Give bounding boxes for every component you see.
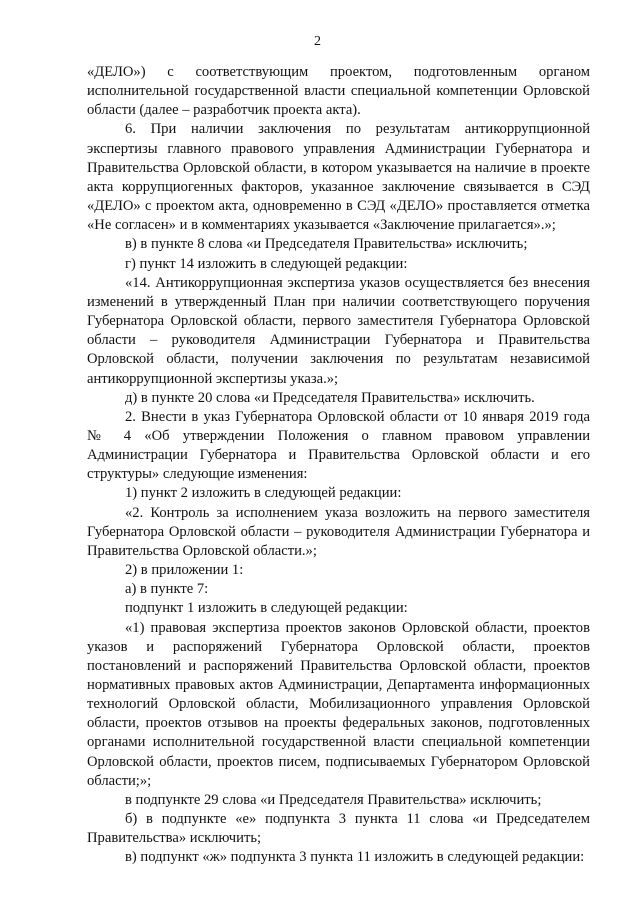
paragraph: 1) пункт 2 изложить в следующей редакции: — [125, 485, 402, 502]
paragraph: в) в пункте 8 слова «и Председателя Правительства» исключить; — [125, 236, 528, 253]
paragraph: 2) в приложении 1: — [125, 562, 244, 579]
paragraph: подпункт 1 изложить в следующей редакции: — [125, 600, 408, 617]
paragraph: «1) правовая экспертиза проектов законов Орловской области, проектов указов и распоряжений Губернатора Орловской области, проектов постановлений и распоряжений Правительства Орловской области, проектов нормативных правовых актов Администрации, Департамента информационных технологий Орловской области, Мобилизационного управления Орловской области, проектов отзывов на проекты федеральных законов, подготовленных органами исполнительной государственной власти специальной компетенции Орловской области, проектов писем, подписываемых Губернатором Орловской области;»; — [87, 619, 590, 789]
paragraph: б) в подпункте «е» подпункта 3 пункта 11 слова «и Председателем Правительства» исключить; — [87, 811, 590, 847]
page-number: 2 — [314, 34, 321, 49]
paragraph: д) в пункте 20 слова «и Председателя Правительства» исключить. — [125, 389, 535, 406]
paragraph: г) пункт 14 изложить в следующей редакции: — [125, 255, 408, 272]
paragraph: «2. Контроль за исполнением указа возложить на первого заместителя Губернатора Орловской области – руководителя Администрации Губернатора и Правительства Орловской области.»; — [87, 504, 590, 559]
paragraph: а) в пункте 7: — [125, 581, 209, 598]
paragraph: в подпункте 29 слова «и Председателя Правительства» исключить; — [125, 791, 542, 808]
paragraph: «14. Антикоррупционная экспертиза указов осуществляется без внесения изменений в утвержденный План при наличии соответствующего поручения Губернатора Орловской области, первого заместителя Губернатора Орловской области – руководителя Администрации Губернатора и Правительства Орловской области, получении заключения по результатам независимой антикоррупционной экспертизы указа.»; — [87, 274, 590, 387]
paragraph: 6. При наличии заключения по результатам антикоррупционной экспертизы главного правового управления Администрации Губернатора и Правительства Орловской области, в котором указывается на наличие в проекте акта коррупциогенных факторов, указанное заключение связывается в СЭД «ДЕЛО» с проектом акта, одновременно в СЭД «ДЕЛО» проставляется отметка «Не согласен» и в комментариях указывается «Заключение прилагается».»; — [87, 121, 590, 234]
paragraph: в) подпункт «ж» подпункта 3 пункта 11 изложить в следующей редакции: — [125, 849, 585, 866]
paragraph: 2. Внести в указ Губернатора Орловской области от 10 января 2019 года № 4 «Об утверждении Положения о главном правовом управлении Администрации Губернатора и Правительства Орловской области и его структуры» следующие изменения: — [87, 408, 590, 483]
paragraph: «ДЕЛО») с соответствующим проектом, подготовленным органом исполнительной государственной власти специальной компетенции Орловской области (далее – разработчик проекта акта). — [87, 64, 590, 119]
document-body — [87, 63, 590, 868]
